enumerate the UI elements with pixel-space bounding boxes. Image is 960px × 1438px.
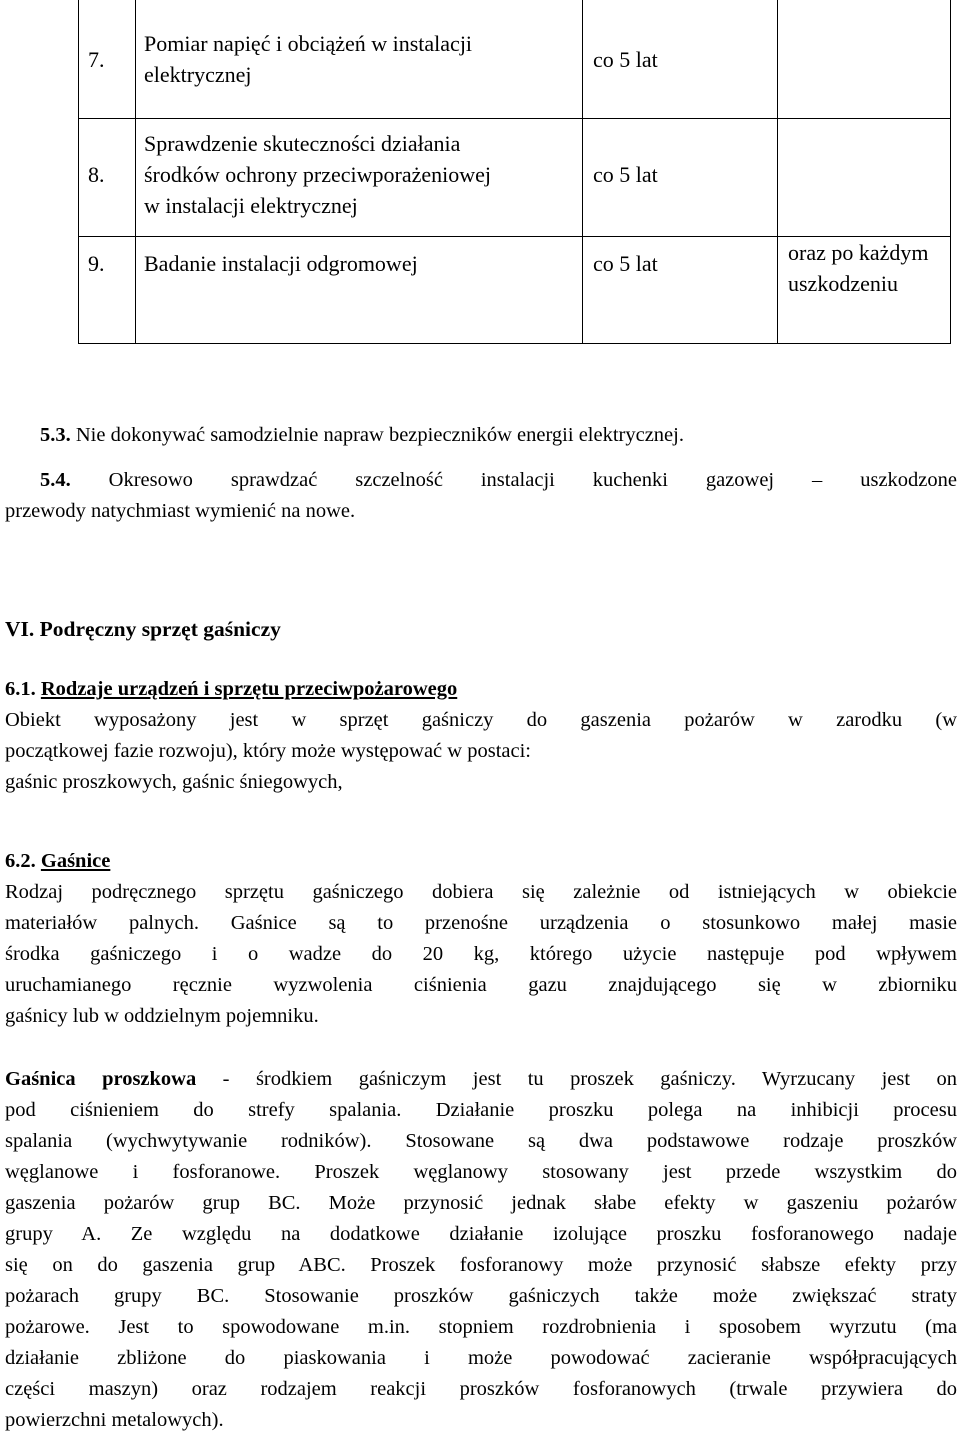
term: Gaśnica proszkowa [5,1068,197,1090]
row-frequency: co 5 lat [583,0,778,118]
paragraph-line: pożarach grupy BC. Stosowanie proszków gaśniczych także może zwiększać straty [5,1285,957,1307]
row-task: Badanie instalacji odgromowej [136,236,583,343]
item-number: 5.3. [40,424,71,446]
paragraph-line: środka gaśniczego i o wadze do 20 kg, którego użycie następuje pod wpływem [5,943,957,965]
row-number: 7. [79,0,136,118]
subsection-number: 6.1. [5,678,36,700]
paragraph-line: się on do gaszenia grup ABC. Proszek fosforanowy może przynosić słabsze efekty przy [5,1254,957,1276]
subsection-number: 6.2. [5,850,36,872]
paragraph-line: początkowej fazie rozwoju), który może występować w postaci: [5,740,531,762]
row-note [778,0,951,118]
paragraph-line: powierzchni metalowych). [5,1409,224,1431]
paragraph-line: spalania (wychwytywanie rodników). Stosowane są dwa podstawowe rodzaje proszków [5,1130,957,1152]
paragraph-line: węglanowe i fosforanowe. Proszek węglanowy stosowany jest przede wszystkim do [5,1161,957,1183]
subsection-6-1 [5,674,957,798]
powder-extinguisher-paragraph [5,1064,957,1436]
paragraph-line: uruchamianego ręcznie wyzwolenia ciśnienia gazu znajdującego się w zbiorniku [5,974,957,996]
inspection-schedule-table [78,0,951,344]
row-note: oraz po każdym uszkodzeniu [778,236,951,343]
row-number: 9. [79,236,136,343]
item-5-3 [5,420,957,451]
row-task: Pomiar napięć i obciążeń w instalacji elektrycznej [136,0,583,118]
paragraph-line: gaśnicy lub w oddzielnym pojemniku. [5,1005,319,1027]
subsection-title: Gaśnice [40,850,111,872]
item-text: Nie dokonywać samodzielnie napraw bezpieczników energii elektrycznej. [75,424,684,446]
table-row [79,0,951,118]
paragraph-line: Rodzaj podręcznego sprzętu gaśniczego dobiera się zależnie od istniejących w obiekcie [5,881,957,903]
paragraph-line: Obiekt wyposażony jest w sprzęt gaśniczy do gaszenia pożarów w zarodku (w [5,709,957,731]
paragraph-line: gaszenia pożarów grup BC. Może przynosić jednak słabe efekty w gaszeniu pożarów [5,1192,957,1214]
item-5-4 [5,465,957,527]
paragraph-line: pod ciśnieniem do strefy spalania. Działanie proszku polega na inhibicji procesu [5,1099,957,1121]
subsection-6-2 [5,846,957,1032]
item-text-cont: przewody natychmiast wymienić na nowe. [5,500,356,522]
paragraph-line: części maszyn) oraz rodzajem reakcji proszków fosforanowych (trwale przywiera do [5,1378,957,1400]
row-number: 8. [79,118,136,236]
table-row [79,118,951,236]
row-frequency: co 5 lat [583,236,778,343]
paragraph-line: materiałów palnych. Gaśnice są to przenośne urządzenia o stosunkowo małej masie [5,912,957,934]
paragraph-line: działanie zbliżone do piaskowania i może powodować zacieranie współpracujących [5,1347,957,1369]
item-text: Okresowo sprawdzać szczelność instalacji kuchenki gazowej – uszkodzone [108,469,957,491]
row-note [778,118,951,236]
paragraph-line: gaśnic proszkowych, gaśnic śniegowych, [5,771,343,793]
row-task: Sprawdzenie skuteczności działania środków ochrony przeciwporażeniowej w instalacji elektrycznej [136,118,583,236]
row-frequency: co 5 lat [583,118,778,236]
item-number: 5.4. [40,469,71,491]
paragraph-line: grupy A. Ze względu na dodatkowe działanie izolujące proszku fosforanowego nadaje [5,1223,957,1245]
paragraph-text: - środkiem gaśniczym jest tu proszek gaśniczy. Wyrzucany jest on [196,1068,957,1090]
paragraph-line: pożarowe. Jest to spowodowane m.in. stopniem rozdrobnienia i sposobem wyrzutu (ma [5,1316,957,1338]
section-heading: VI. Podręczny sprzęt gaśniczy [5,617,281,641]
subsection-title: Rodzaje urządzeń i sprzętu przeciwpożarowego [40,678,458,700]
table-row [79,236,951,343]
